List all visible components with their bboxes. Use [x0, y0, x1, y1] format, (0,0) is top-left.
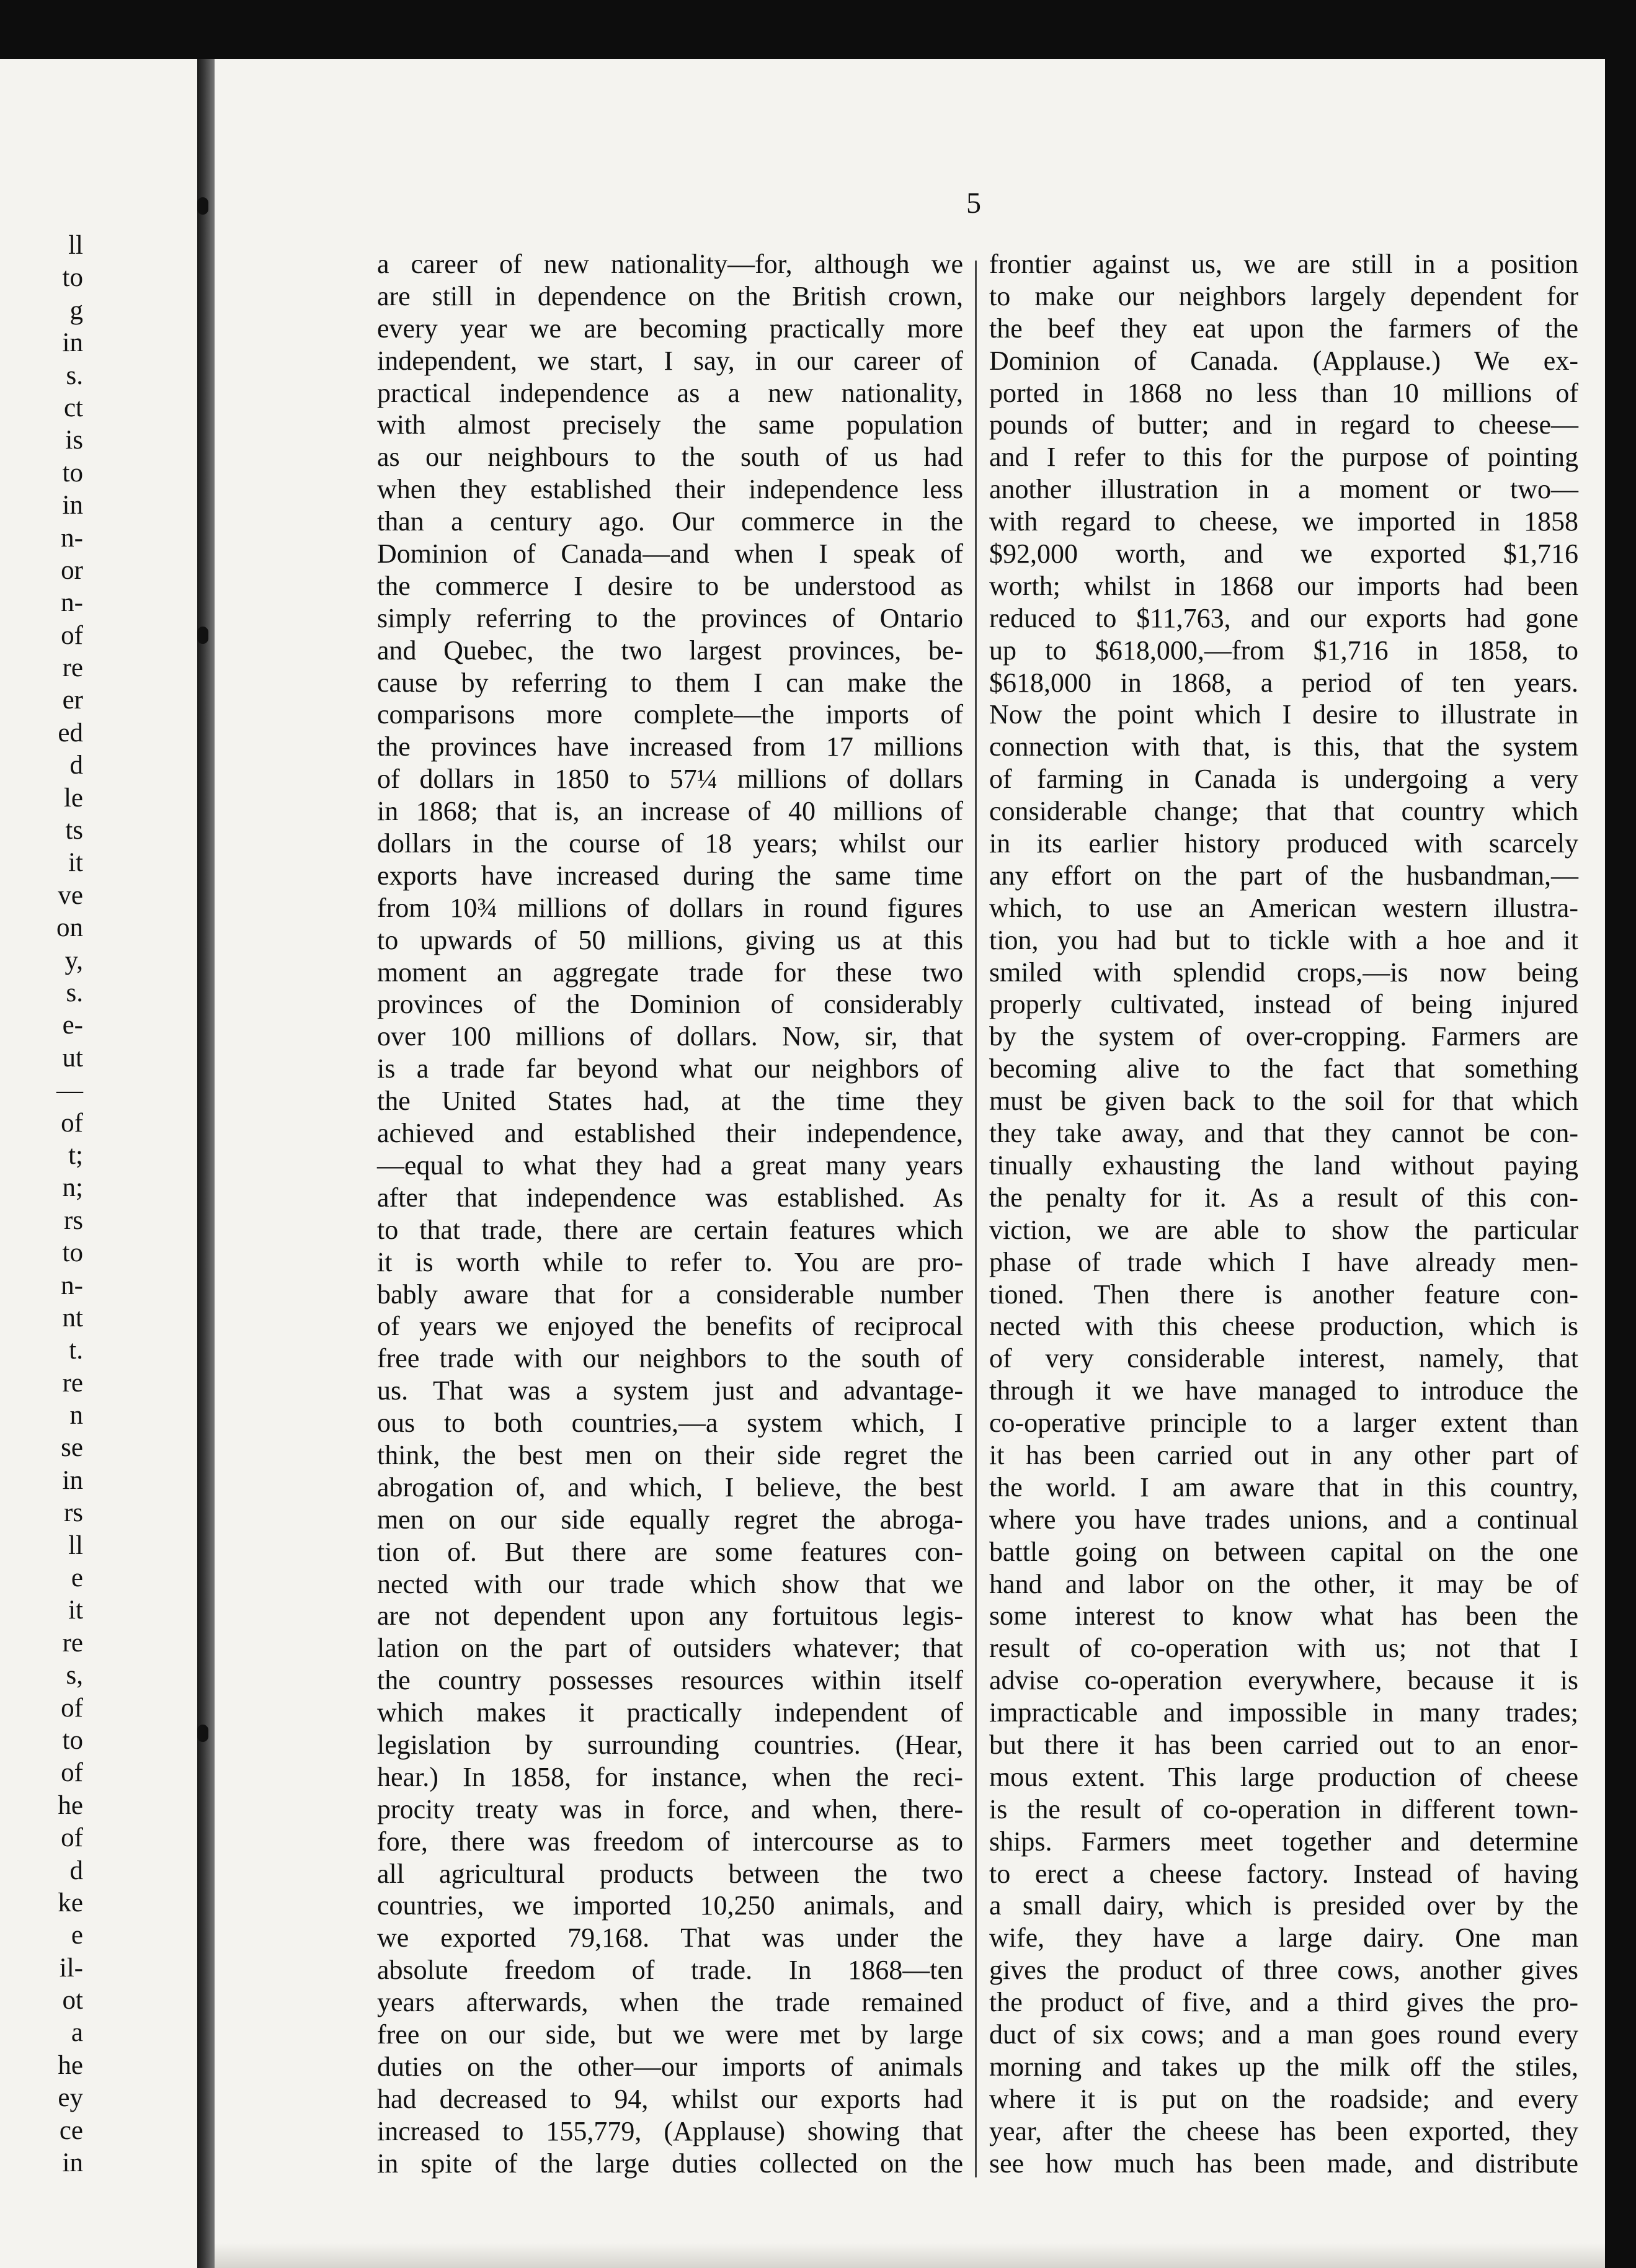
text-line: they take away, and that they cannot be con- [989, 1118, 1578, 1149]
fragment-line: n- [61, 523, 83, 553]
text-line: wife, they have a large dairy. One man [989, 1922, 1578, 1953]
fragment-line: t; [68, 1140, 83, 1170]
text-line: to make our neighbors largely dependent for [989, 280, 1578, 311]
fragment-line: he [58, 1790, 83, 1820]
fragment-line: to [62, 1725, 83, 1755]
text-line: as our neighbours to the south of us had [377, 442, 963, 473]
text-line: with regard to cheese, we imported in 1858 [989, 506, 1578, 537]
text-line: tion, you had but to tickle with a hoe and it [989, 924, 1578, 955]
fragment-line: n- [61, 588, 83, 618]
fragment-line: on [56, 913, 83, 943]
fragment-line: in [62, 1465, 83, 1495]
text-line: ships. Farmers meet together and determine [989, 1826, 1578, 1857]
text-line: the world. I am aware that in this country, [989, 1471, 1578, 1502]
page-number: 5 [966, 187, 981, 220]
text-line: over 100 millions of dollars. Now, sir, that [377, 1021, 963, 1052]
text-line: had decreased to 94, whilst our exports had [377, 2083, 963, 2114]
text-line: must be given back to the soil for that which [989, 1086, 1578, 1117]
text-line: reduced to $11,763, and our exports had gone [989, 602, 1578, 633]
text-line: the country possesses resources within itself [377, 1665, 963, 1696]
text-line: Dominion of Canada—and when I speak of [377, 538, 963, 569]
text-line: the product of five, and a third gives the pro- [989, 1987, 1578, 2018]
text-line: in its earlier history produced with scarcely [989, 828, 1578, 859]
binding-hole-mark [197, 1725, 208, 1742]
text-line: when they established their independence less [377, 474, 963, 505]
text-line: the beef they eat upon the farmers of the [989, 313, 1578, 344]
text-line: comparisons more complete—the imports of [377, 699, 963, 730]
fragment-line: ll [68, 1530, 83, 1560]
text-line: worth; whilst in 1868 our imports had been [989, 570, 1578, 601]
text-line: is a trade far beyond what our neighbors of [377, 1053, 963, 1084]
fragment-line: e [71, 1563, 83, 1593]
text-line: are still in dependence on the British crown, [377, 280, 963, 311]
text-line: but there it has been carried out to an enor- [989, 1729, 1578, 1760]
text-line: absolute freedom of trade. In 1868—ten [377, 1955, 963, 1986]
text-line: abrogation of, and which, I believe, the best [377, 1471, 963, 1502]
text-column-left [377, 248, 963, 2179]
text-line: $618,000 in 1868, a period of ten years. [989, 667, 1578, 698]
text-line: becoming alive to the fact that something [989, 1053, 1578, 1084]
fragment-line: it [68, 848, 83, 878]
text-line: independent, we start, I say, in our career of [377, 345, 963, 376]
text-line: viction, we are able to show the particular [989, 1214, 1578, 1245]
fragment-line: ce [59, 2115, 83, 2145]
fragment-line: a [71, 2018, 83, 2048]
fragment-line: to [62, 458, 83, 488]
fragment-line: ed [58, 718, 83, 748]
text-line: through it we have managed to introduce the [989, 1375, 1578, 1406]
text-line: result of co-operation with us; not that I [989, 1633, 1578, 1664]
text-line: mous extent. This large production of cheese [989, 1761, 1578, 1792]
text-line: see how much has been made, and distribute [989, 2148, 1578, 2179]
text-line: considerable change; that that country which [989, 796, 1578, 827]
fragment-line: ve [58, 880, 83, 910]
fragment-line: er [62, 685, 83, 715]
text-line: lation on the part of outsiders whatever; that [377, 1633, 963, 1664]
column-divider [975, 261, 977, 2177]
binding-hole-mark [197, 197, 208, 215]
text-line: a small dairy, which is presided over by the [989, 1890, 1578, 1921]
text-line: properly cultivated, instead of being injured [989, 989, 1578, 1020]
text-line: are not dependent upon any fortuitous legis- [377, 1601, 963, 1632]
fragment-line: of [61, 1693, 83, 1723]
text-line: free trade with our neighbors to the south of [377, 1343, 963, 1374]
text-line: frontier against us, we are still in a position [989, 249, 1578, 279]
fragment-line: g [69, 295, 83, 325]
fragment-line: rs [63, 1205, 83, 1235]
facing-page-fragment [0, 230, 87, 2184]
text-line: tioned. Then there is another feature con- [989, 1279, 1578, 1310]
text-line: think, the best men on their side regret the [377, 1439, 963, 1470]
text-line: simply referring to the provinces of Ontario [377, 602, 963, 633]
text-line: exports have increased during the same time [377, 860, 963, 891]
fragment-line: he [58, 2050, 83, 2080]
text-line: where you have trades unions, and a continual [989, 1504, 1578, 1535]
page-bottom-edge [215, 2243, 1605, 2268]
fragment-line: re [62, 1628, 83, 1658]
fragment-line: il- [59, 1953, 83, 1983]
text-line: any effort on the part of the husbandman,— [989, 860, 1578, 891]
text-line: impracticable and impossible in many trades; [989, 1697, 1578, 1728]
fragment-line: s. [66, 978, 83, 1007]
text-line: of very considerable interest, namely, that [989, 1343, 1578, 1374]
text-line: practical independence as a new nationality, [377, 377, 963, 408]
text-line: which, to use an American western illustra- [989, 892, 1578, 923]
text-line: the United States had, at the time they [377, 1086, 963, 1117]
text-line: the provinces have increased from 17 millions [377, 731, 963, 762]
scan-top-border [0, 0, 1636, 59]
text-line: free on our side, but we were met by large [377, 2019, 963, 2050]
text-line: from 10¾ millions of dollars in round figures [377, 892, 963, 923]
text-line: nected with our trade which show that we [377, 1568, 963, 1599]
text-line: where it is put on the roadside; and every [989, 2083, 1578, 2114]
text-line: connection with that, is this, that the system [989, 731, 1578, 762]
text-line: men on our side equally regret the abroga- [377, 1504, 963, 1535]
text-line: hand and labor on the other, it may be of [989, 1568, 1578, 1599]
text-line: to that trade, there are certain features which [377, 1214, 963, 1245]
fragment-line: d [69, 751, 83, 780]
text-line: and Quebec, the two largest provinces, be- [377, 635, 963, 666]
fragment-line: re [62, 1368, 83, 1398]
fragment-line: ot [62, 1986, 83, 2016]
text-line: bably aware that for a considerable number [377, 1279, 963, 1310]
text-line: —equal to what they had a great many years [377, 1150, 963, 1181]
fragment-line: e- [62, 1011, 83, 1040]
fragment-line: in [62, 2148, 83, 2178]
text-line: duties on the other—our imports of animals [377, 2051, 963, 2082]
text-line: another illustration in a moment or two— [989, 474, 1578, 505]
fragment-line: ll [68, 231, 83, 260]
fragment-line: nt [62, 1303, 83, 1333]
text-line: we exported 79,168. That was under the [377, 1922, 963, 1953]
fragment-line: of [61, 1758, 83, 1788]
fragment-line: rs [63, 1498, 83, 1528]
text-line: it has been carried out in any other part of [989, 1439, 1578, 1470]
text-line: some interest to know what has been the [989, 1601, 1578, 1632]
fragment-line: re [62, 653, 83, 683]
fragment-line: e [71, 1921, 83, 1950]
text-line: after that independence was established. As [377, 1182, 963, 1213]
text-line: increased to 155,779, (Applause) showing that [377, 2115, 963, 2146]
fragment-line: or [61, 555, 83, 585]
fragment-line: le [63, 783, 83, 813]
fragment-line: in [62, 491, 83, 520]
fragment-line: to [62, 263, 83, 293]
text-line: in spite of the large duties collected on the [377, 2148, 963, 2179]
text-line: achieved and established their independence, [377, 1118, 963, 1149]
scan-right-border [1605, 0, 1636, 2268]
fragment-line: s, [66, 1661, 83, 1690]
text-line: gives the product of three cows, another gives [989, 1955, 1578, 1986]
fragment-line: is [65, 426, 83, 455]
text-line: tion of. But there are some features con- [377, 1536, 963, 1567]
fragment-line: s. [66, 360, 83, 390]
text-line: duct of six cows; and a man goes round every [989, 2019, 1578, 2050]
fragment-line: it [68, 1596, 83, 1625]
text-line: which makes it practically independent of [377, 1697, 963, 1728]
fragment-line: — [56, 1076, 83, 1105]
text-line: moment an aggregate trade for these two [377, 957, 963, 988]
text-line: advise co-operation everywhere, because it is [989, 1665, 1578, 1696]
text-line: year, after the cheese has been exported, they [989, 2115, 1578, 2146]
text-line: hear.) In 1858, for instance, when the reci- [377, 1761, 963, 1792]
fragment-line: of [61, 1108, 83, 1138]
text-line: and I refer to this for the purpose of pointing [989, 442, 1578, 473]
text-line: it is worth while to refer to. You are pro- [377, 1246, 963, 1277]
fragment-line: ke [58, 1888, 83, 1918]
text-line: battle going on between capital on the one [989, 1536, 1578, 1567]
fragment-line: n- [61, 1270, 83, 1300]
book-gutter [197, 59, 215, 2268]
text-line: to upwards of 50 millions, giving us at this [377, 924, 963, 955]
fragment-line: t. [69, 1336, 83, 1365]
fragment-line: n [69, 1401, 83, 1431]
text-line: ported in 1868 no less than 10 millions of [989, 377, 1578, 408]
text-line: the penalty for it. As a result of this con- [989, 1182, 1578, 1213]
text-line: to erect a cheese factory. Instead of having [989, 1858, 1578, 1889]
fragment-line: ts [65, 816, 83, 846]
text-line: ous to both countries,—a system which, I [377, 1408, 963, 1439]
text-line: every year we are becoming practically more [377, 313, 963, 344]
text-line: pounds of butter; and in regard to cheese— [989, 409, 1578, 440]
fragment-line: se [61, 1433, 83, 1463]
text-line: is the result of co-operation in different town- [989, 1793, 1578, 1824]
text-line: up to $618,000,—from $1,716 in 1858, to [989, 635, 1578, 666]
text-line: the commerce I desire to be understood as [377, 570, 963, 601]
fragment-line: d [69, 1855, 83, 1885]
text-line: in 1868; that is, an increase of 40 millions of [377, 796, 963, 827]
fragment-line: of [61, 620, 83, 650]
text-line: phase of trade which I have already men- [989, 1246, 1578, 1277]
text-line: fore, there was freedom of intercourse as to [377, 1826, 963, 1857]
text-line: legislation by surrounding countries. (Hear, [377, 1729, 963, 1760]
text-line: years afterwards, when the trade remained [377, 1987, 963, 2018]
text-line: nected with this cheese production, which is [989, 1311, 1578, 1342]
text-line: co-operative principle to a larger extent than [989, 1408, 1578, 1439]
fragment-line: y, [64, 945, 83, 975]
text-line: $92,000 worth, and we exported $1,716 [989, 538, 1578, 569]
text-line: with almost precisely the same population [377, 409, 963, 440]
text-line: morning and takes up the milk off the stiles, [989, 2051, 1578, 2082]
fragment-line: ct [63, 393, 83, 422]
fragment-line: to [62, 1238, 83, 1268]
text-line: procity treaty was in force, and when, there- [377, 1793, 963, 1824]
text-line: Dominion of Canada. (Applause.) We ex- [989, 345, 1578, 376]
text-line: provinces of the Dominion of considerably [377, 989, 963, 1020]
text-line: smiled with splendid crops,—is now being [989, 957, 1578, 988]
text-line: cause by referring to them I can make the [377, 667, 963, 698]
text-line: us. That was a system just and advantage- [377, 1375, 963, 1406]
fragment-line: ut [62, 1043, 83, 1073]
text-line: of farming in Canada is undergoing a very [989, 764, 1578, 795]
text-line: dollars in the course of 18 years; whilst our [377, 828, 963, 859]
fragment-line: in [62, 328, 83, 358]
text-line: a career of new nationality—for, although we [377, 249, 963, 279]
binding-hole-mark [197, 627, 208, 644]
text-line: Now the point which I desire to illustrate in [989, 699, 1578, 730]
text-line: countries, we imported 10,250 animals, and [377, 1890, 963, 1921]
text-line: all agricultural products between the two [377, 1858, 963, 1889]
text-line: of years we enjoyed the benefits of reciprocal [377, 1311, 963, 1342]
text-line: by the system of over-cropping. Farmers are [989, 1021, 1578, 1052]
fragment-line: of [61, 1823, 83, 1853]
fragment-line: n; [62, 1173, 83, 1203]
text-line: of dollars in 1850 to 57¼ millions of dollars [377, 764, 963, 795]
text-line: than a century ago. Our commerce in the [377, 506, 963, 537]
text-line: tinually exhausting the land without paying [989, 1150, 1578, 1181]
text-column-right [989, 248, 1578, 2179]
fragment-line: ey [58, 2083, 83, 2113]
